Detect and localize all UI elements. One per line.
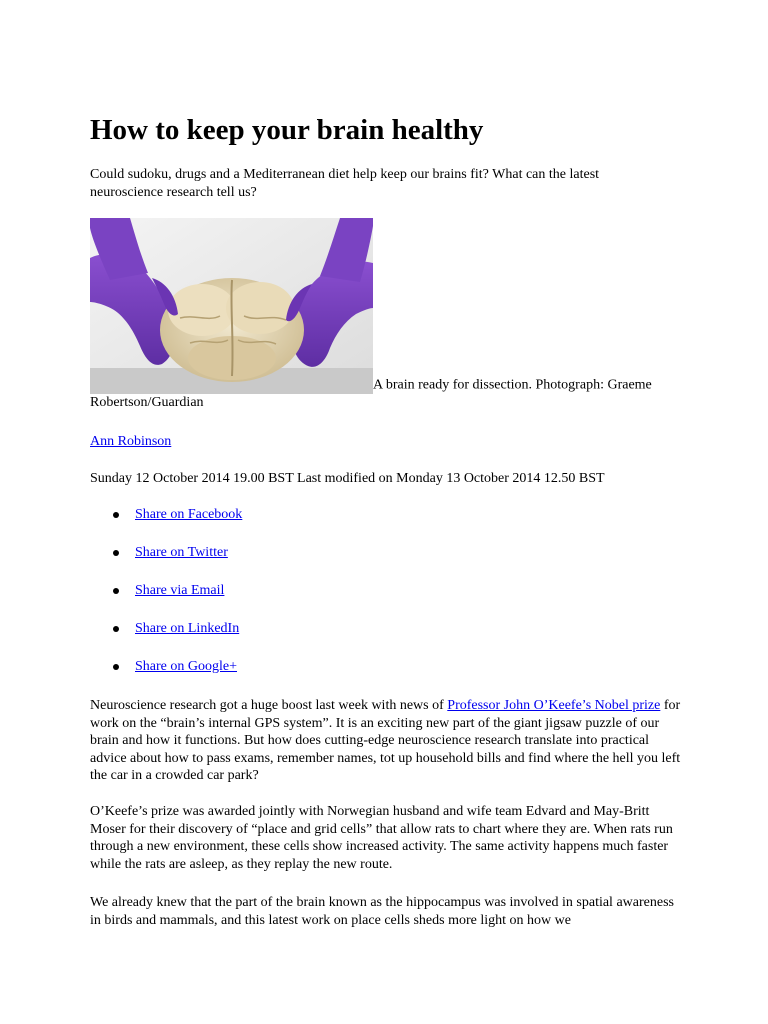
list-item — [90, 506, 242, 544]
share-list — [90, 506, 242, 696]
dateline: Sunday 12 October 2014 19.00 BST Last modified on Monday 13 October 2014 12.50 BST — [90, 471, 605, 486]
nobel-prize-link[interactable]: Professor John O’Keefe’s Nobel prize — [447, 698, 661, 713]
bullet-icon — [113, 588, 119, 594]
byline — [90, 433, 171, 451]
bullet-icon — [113, 550, 119, 556]
bullet-icon — [113, 512, 119, 518]
paragraph-text: for work on the “brain’s internal GPS system”. It is an exciting new part of the giant jigsaw puzzle of our brain and how it functions. But how does cutting-edge neuroscience research translate into practical advice about how to pass exams, remember names, tot up household bills and find where the hell you left the car in a crowded car park? — [90, 698, 681, 783]
article-standfirst: Could sudoku, drugs and a Mediterranean diet help keep our brains fit? What can the latest neuroscience research tell us? — [90, 167, 600, 200]
body-paragraph-1 — [90, 697, 682, 785]
share-twitter-link[interactable]: Share on Twitter — [135, 545, 228, 560]
bullet-icon — [113, 664, 119, 670]
body-paragraph-3: We already knew that the part of the brain known as the hippocampus was involved in spatial awareness in birds and mammals, and this latest work on place cells sheds more light on how we — [90, 895, 674, 928]
body-paragraph-2: O’Keefe’s prize was awarded jointly with Norwegian husband and wife team Edvard and May-Britt Moser for their discovery of “place and grid cells” that allow rats to chart where they are. When rats run through a new environment, these cells show increased activity. The same activity happens much faster while the rats are asleep, as they replay the new route. — [90, 804, 673, 872]
share-email-link[interactable]: Share via Email — [135, 583, 225, 598]
list-item — [90, 620, 242, 658]
paragraph-text: Neuroscience research got a huge boost last week with news of — [90, 698, 448, 713]
article-figure — [90, 218, 680, 412]
bullet-icon — [113, 626, 119, 632]
author-link[interactable]: Ann Robinson — [90, 434, 172, 449]
image-caption: A brain ready for dissection. Photograph: Graeme Robertson/Guardian — [90, 377, 652, 410]
list-item — [90, 544, 242, 582]
share-googleplus-link[interactable]: Share on Google+ — [135, 659, 237, 674]
share-linkedin-link[interactable]: Share on LinkedIn — [135, 621, 240, 636]
article-title: How to keep your brain healthy — [90, 114, 484, 146]
list-item — [90, 658, 242, 696]
list-item — [90, 582, 242, 620]
share-facebook-link[interactable]: Share on Facebook — [135, 507, 243, 522]
brain-in-gloved-hands-photo — [90, 218, 373, 394]
